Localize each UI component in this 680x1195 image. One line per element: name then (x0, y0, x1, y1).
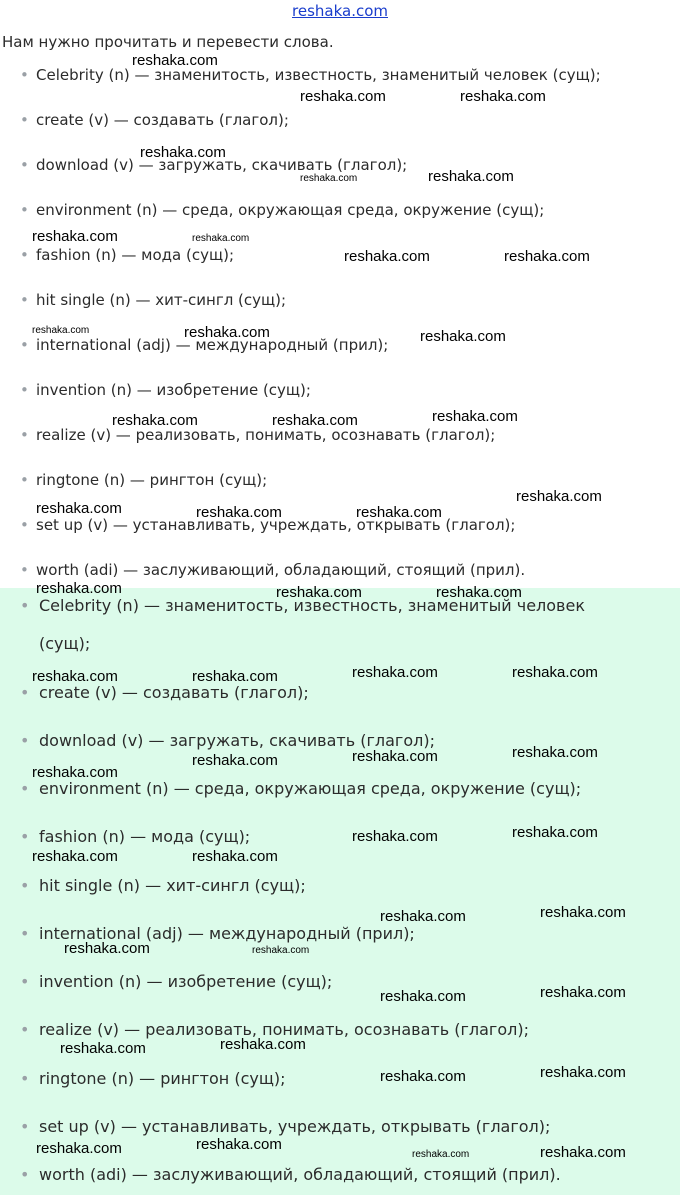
watermark: reshaka.com (356, 504, 442, 521)
bullet-icon: • (20, 876, 30, 895)
watermark: reshaka.com (192, 752, 278, 769)
list-item-text: fashion (n) — мода (сущ); (39, 827, 251, 846)
list-item-text: hit single (n) — хит-сингл (сущ); (39, 876, 306, 895)
list-item-text: set up (v) — устанавливать, учреждать, открывать (глагол); (39, 1117, 551, 1136)
bullet-icon: • (20, 561, 29, 579)
bullet-icon: • (20, 779, 30, 798)
bullet-icon: • (20, 111, 29, 129)
watermark: reshaka.com (192, 848, 278, 865)
watermark: reshaka.com (272, 412, 358, 429)
list-item-text: fashion (n) — мода (сущ); (36, 246, 234, 264)
watermark: reshaka.com (192, 233, 250, 244)
bullet-icon: • (20, 291, 29, 309)
watermark: reshaka.com (344, 248, 430, 265)
list-item-text: environment (n) — среда, окружающая среда, окружение (сущ); (36, 201, 545, 219)
watermark: reshaka.com (540, 904, 626, 921)
watermark: reshaka.com (36, 500, 122, 517)
watermark: reshaka.com (112, 412, 198, 429)
watermark: reshaka.com (352, 828, 438, 845)
watermark: reshaka.com (32, 764, 118, 781)
list-item-text: create (v) — создавать (глагол); (39, 683, 309, 702)
list-item-text: international (adj) — международный (прил); (39, 924, 415, 943)
list-item-text: worth (adi) — заслуживающий, обладающий, стоящий (прил). (36, 561, 526, 579)
list-item-text: set up (v) — устанавливать, учреждать, открывать (глагол); (36, 516, 516, 534)
bullet-icon: • (20, 972, 30, 991)
watermark: reshaka.com (300, 88, 386, 105)
bullet-icon: • (20, 156, 29, 174)
list-item-text: download (v) — загружать, скачивать (глагол); (36, 156, 408, 174)
list-item-text: realize (v) — реализовать, понимать, осознавать (глагол); (36, 426, 496, 444)
bullet-icon: • (20, 516, 29, 534)
watermark: reshaka.com (380, 908, 466, 925)
watermark: reshaka.com (252, 945, 310, 956)
bullet-icon: • (20, 201, 29, 219)
bullet-icon: • (20, 924, 30, 943)
watermark: reshaka.com (460, 88, 546, 105)
list-item-text: international (adj) — международный (прил); (36, 336, 389, 354)
watermark: reshaka.com (352, 664, 438, 681)
watermark: reshaka.com (512, 664, 598, 681)
watermark: reshaka.com (432, 408, 518, 425)
watermark: reshaka.com (184, 324, 270, 341)
watermark: reshaka.com (512, 744, 598, 761)
bullet-icon: • (20, 1069, 30, 1088)
watermark: reshaka.com (540, 1064, 626, 1081)
watermark: reshaka.com (540, 1144, 626, 1161)
list-item-text: download (v) — загружать, скачивать (глагол); (39, 731, 435, 750)
intro-text: Нам нужно прочитать и перевести слова. (2, 33, 334, 51)
bullet-icon: • (20, 66, 29, 84)
list-item-text: create (v) — создавать (глагол); (36, 111, 289, 129)
watermark: reshaka.com (32, 325, 90, 336)
watermark: reshaka.com (540, 984, 626, 1001)
bullet-icon: • (20, 596, 30, 615)
watermark: reshaka.com (428, 168, 514, 185)
bullet-icon: • (20, 381, 29, 399)
bullet-icon: • (20, 471, 29, 489)
watermark: reshaka.com (60, 1040, 146, 1057)
bullet-icon: • (20, 426, 29, 444)
list-item-text: environment (n) — среда, окружающая среда, окружение (сущ); (39, 779, 582, 798)
watermark: reshaka.com (36, 580, 122, 597)
list-item-text: invention (n) — изобретение (сущ); (36, 381, 311, 399)
watermark: reshaka.com (220, 1036, 306, 1053)
watermark: reshaka.com (32, 228, 118, 245)
watermark: reshaka.com (36, 1140, 122, 1157)
list-item-text: (сущ); (39, 634, 91, 653)
watermark: reshaka.com (64, 940, 150, 957)
site-link[interactable]: reshaka.com (292, 2, 388, 20)
watermark: reshaka.com (32, 848, 118, 865)
watermark: reshaka.com (140, 144, 226, 161)
list-item-text: invention (n) — изобретение (сущ); (39, 972, 333, 991)
watermark: reshaka.com (192, 668, 278, 685)
list-item-text: Celebrity (n) — знаменитость, известность, знаменитый человек (сущ); (36, 66, 601, 84)
watermark: reshaka.com (132, 52, 218, 69)
watermark: reshaka.com (276, 584, 362, 601)
list-item-text: ringtone (n) — рингтон (сущ); (39, 1069, 286, 1088)
watermark: reshaka.com (512, 824, 598, 841)
bullet-icon: • (20, 683, 30, 702)
watermark: reshaka.com (196, 1136, 282, 1153)
bullet-icon: • (20, 827, 30, 846)
bullet-icon: • (20, 246, 29, 264)
list-item-text: Celebrity (n) — знаменитость, известность, знаменитый человек (39, 596, 585, 615)
list-item-text: hit single (n) — хит-сингл (сущ); (36, 291, 287, 309)
list-item-text: ringtone (n) — рингтон (сущ); (36, 471, 268, 489)
bullet-icon: • (20, 1165, 30, 1184)
watermark: reshaka.com (300, 173, 358, 184)
bullet-icon: • (20, 336, 29, 354)
bullet-icon: • (20, 731, 30, 750)
watermark: reshaka.com (196, 504, 282, 521)
watermark: reshaka.com (412, 1149, 470, 1160)
watermark: reshaka.com (420, 328, 506, 345)
bullet-icon: • (20, 1020, 30, 1039)
list-item-text: realize (v) — реализовать, понимать, осознавать (глагол); (39, 1020, 529, 1039)
bullet-icon: • (20, 1117, 30, 1136)
watermark: reshaka.com (32, 668, 118, 685)
watermark: reshaka.com (504, 248, 590, 265)
list-item-text: worth (adi) — заслуживающий, обладающий, стоящий (прил). (39, 1165, 561, 1184)
watermark: reshaka.com (380, 1068, 466, 1085)
watermark: reshaka.com (436, 584, 522, 601)
watermark: reshaka.com (380, 988, 466, 1005)
watermark: reshaka.com (352, 748, 438, 765)
watermark: reshaka.com (516, 488, 602, 505)
